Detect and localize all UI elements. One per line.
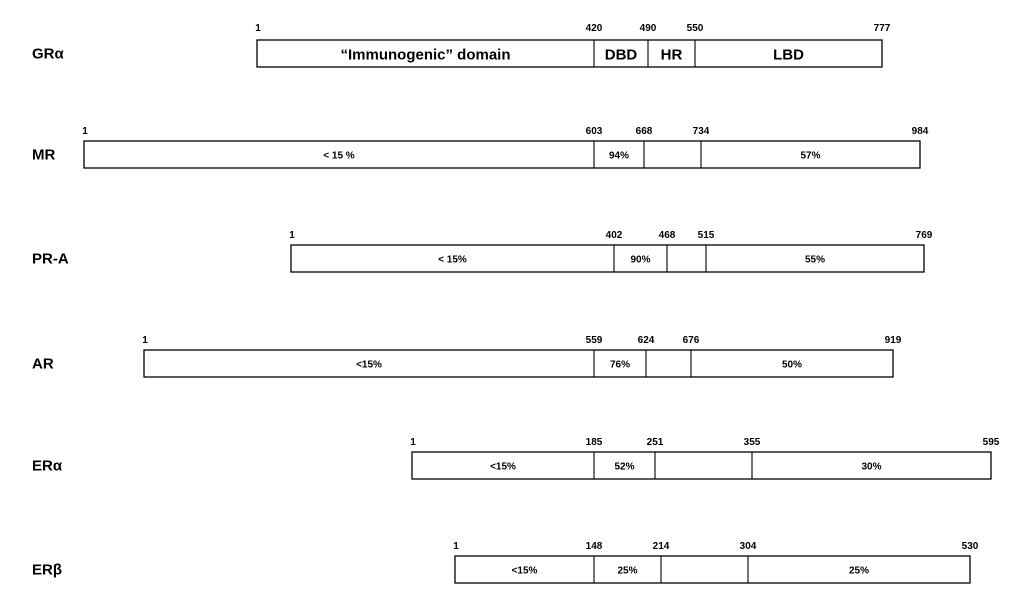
protein-row [32, 335, 902, 377]
segment-label: HR [660, 46, 683, 64]
segment-label: “Immunogenic” domain [340, 46, 511, 64]
protein-bar [144, 350, 893, 377]
protein-row [32, 126, 929, 168]
protein-row [32, 23, 891, 67]
boundary-number: 185 [585, 437, 603, 448]
protein-bar [291, 245, 924, 272]
boundary-number: 355 [743, 437, 761, 448]
boundary-number: 668 [635, 126, 653, 137]
protein-name: ERα [32, 457, 63, 475]
segment-label: <15% [356, 359, 382, 371]
segment-label: 55% [804, 254, 826, 266]
segment-label: <15% [511, 565, 538, 577]
segment-label: 50% [781, 359, 803, 371]
boundary-number: 530 [961, 541, 979, 552]
boundary-number: 603 [585, 126, 603, 137]
boundary-number: 214 [652, 541, 670, 552]
boundary-number: 402 [605, 230, 623, 241]
boundary-number: 550 [686, 23, 704, 34]
boundary-number: 1 [142, 335, 148, 346]
segment-label: 25% [617, 565, 638, 577]
protein-bar [84, 141, 920, 168]
boundary-number: 1 [82, 126, 88, 137]
boundary-number: 1 [255, 23, 261, 34]
boundary-number: 515 [697, 230, 715, 241]
boundary-number: 1 [453, 541, 459, 552]
protein-name: MR [32, 146, 56, 164]
segment-label: 25% [848, 565, 870, 577]
segment-label: 90% [630, 254, 651, 266]
boundary-number: 1 [410, 437, 416, 448]
boundary-number: 148 [585, 541, 603, 552]
protein-name: ERβ [32, 561, 62, 579]
protein-name: PR-A [32, 250, 69, 268]
boundary-number: 734 [692, 126, 710, 137]
boundary-number: 676 [682, 335, 700, 346]
segment-label: <15% [490, 461, 516, 473]
segment-label: < 15% [438, 254, 467, 266]
boundary-number: 490 [639, 23, 657, 34]
boundary-number: 251 [646, 437, 664, 448]
segment-label: 94% [608, 150, 630, 162]
protein-row [32, 541, 979, 583]
protein-name: GRα [32, 45, 64, 63]
boundary-number: 468 [658, 230, 676, 241]
boundary-number: 1 [289, 230, 295, 241]
boundary-number: 304 [739, 541, 757, 552]
boundary-number: 919 [884, 335, 902, 346]
segment-label: 52% [614, 461, 635, 473]
boundary-number: 624 [637, 335, 655, 346]
protein-row [32, 230, 933, 272]
segment-label: 30% [861, 461, 882, 473]
segment-label: DBD [604, 46, 638, 64]
boundary-number: 420 [585, 23, 603, 34]
boundary-number: 595 [982, 437, 1000, 448]
segment-label: 76% [609, 359, 631, 371]
boundary-number: 559 [585, 335, 603, 346]
segment-label: < 15 % [323, 150, 355, 162]
boundary-number: 777 [873, 23, 891, 34]
protein-row [32, 437, 1000, 479]
boundary-number: 984 [911, 126, 929, 137]
boundary-number: 769 [915, 230, 933, 241]
protein-name: AR [32, 355, 54, 373]
segment-label: 57% [800, 150, 821, 162]
segment-label: LBD [773, 46, 804, 64]
